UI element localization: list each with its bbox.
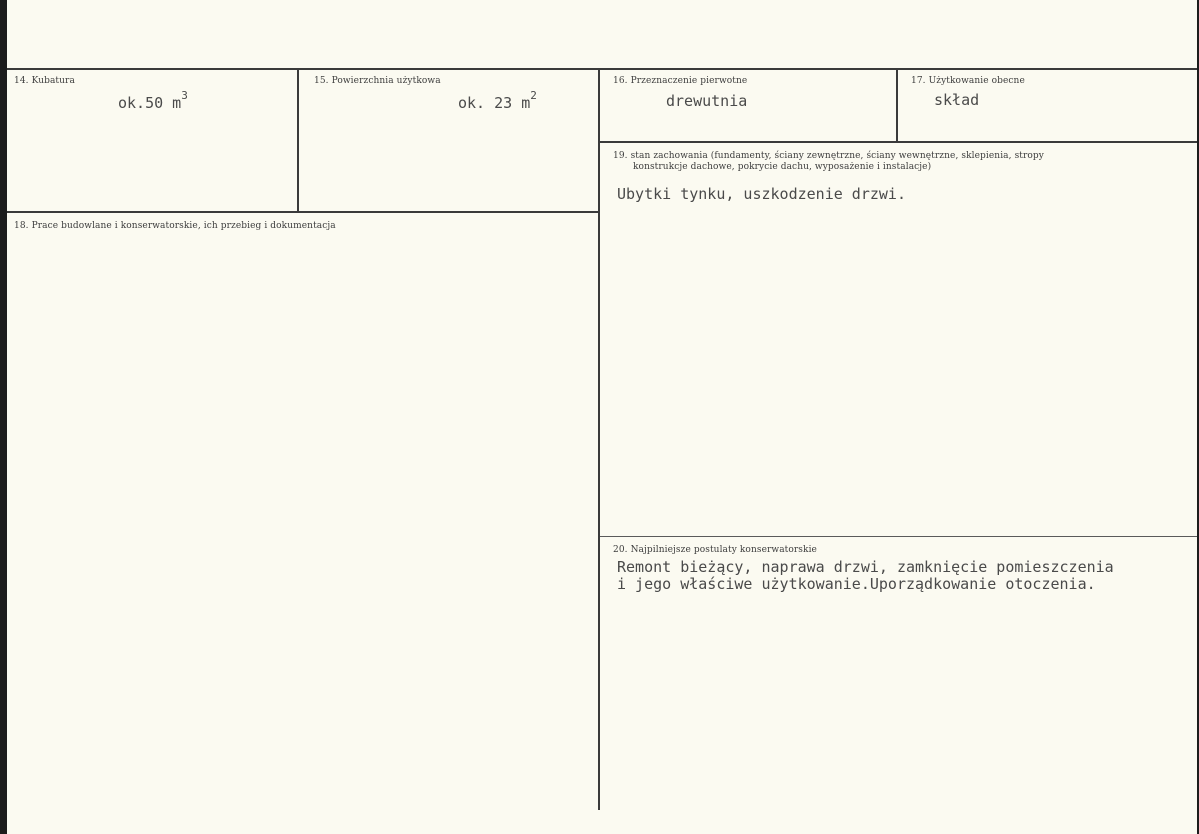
center-divider bbox=[598, 70, 600, 810]
field-17-value: skład bbox=[934, 91, 980, 109]
field-14-value bbox=[118, 89, 188, 112]
record-card bbox=[7, 0, 1197, 834]
divider-14-15 bbox=[297, 70, 299, 212]
field-19-label-line2: konstrukcje dachowe, pokrycie dachu, wyposażenie i instalacje) bbox=[633, 162, 932, 172]
divider-right-row2 bbox=[600, 536, 1197, 537]
field-15-value bbox=[458, 89, 537, 112]
field-15-unit-power: 2 bbox=[530, 89, 537, 102]
field-15-value-text: ok. 23 m bbox=[458, 94, 531, 112]
divider-left-row bbox=[7, 211, 600, 213]
field-19-label-line1: 19. stan zachowania (fundamenty, ściany zewnętrzne, ściany wewnętrzne, sklepienia, stropy bbox=[613, 151, 1044, 161]
field-16-label: 16. Przeznaczenie pierwotne bbox=[613, 76, 748, 86]
field-20-label: 20. Najpilniejsze postulaty konserwatorskie bbox=[613, 545, 817, 555]
field-17-label: 17. Użytkowanie obecne bbox=[911, 76, 1025, 86]
top-border-line bbox=[7, 68, 1197, 70]
divider-right-row1 bbox=[600, 141, 1197, 143]
field-18-label: 18. Prace budowlane i konserwatorskie, ich przebieg i dokumentacja bbox=[14, 221, 336, 231]
field-14-value-text: ok.50 m bbox=[118, 94, 182, 112]
field-14-unit-power: 3 bbox=[181, 89, 188, 102]
field-15-label: 15. Powierzchnia użytkowa bbox=[314, 76, 441, 86]
field-20-value-line2: i jego właściwe użytkowanie.Uporządkowanie otoczenia. bbox=[617, 575, 1096, 593]
field-19-value: Ubytki tynku, uszkodzenie drzwi. bbox=[617, 185, 906, 203]
field-16-value: drewutnia bbox=[666, 92, 748, 110]
field-14-label: 14. Kubatura bbox=[14, 76, 75, 86]
divider-16-17 bbox=[896, 70, 898, 142]
field-20-value-line1: Remont bieżący, naprawa drzwi, zamknięcie pomieszczenia bbox=[617, 558, 1114, 576]
field-20-value bbox=[617, 559, 1114, 593]
